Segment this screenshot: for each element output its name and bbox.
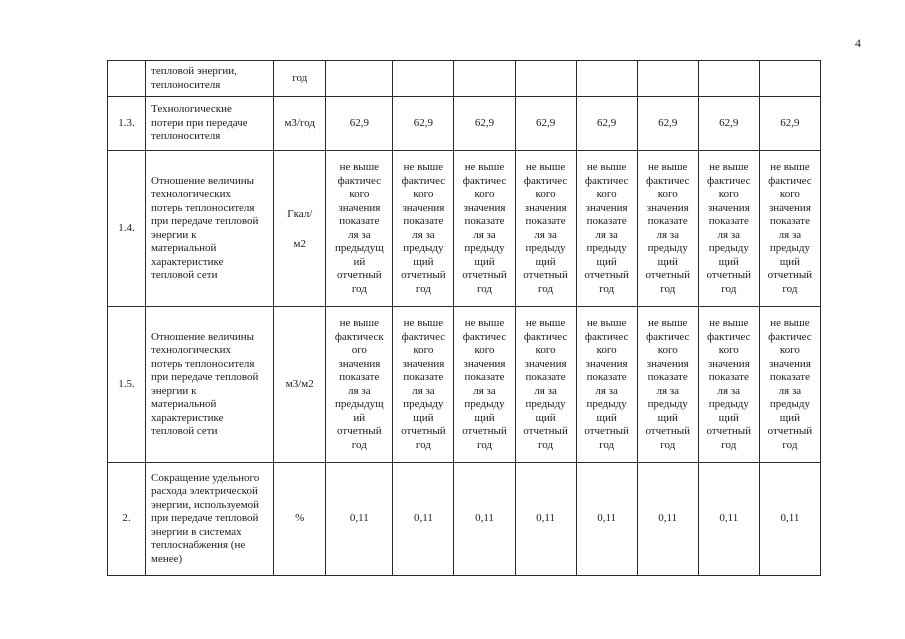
- indicator-name-cell: [146, 463, 274, 576]
- value-line: показате: [403, 371, 444, 383]
- value-line: 0,11: [413, 512, 433, 525]
- value-cell: [576, 97, 637, 151]
- unit-cell: [274, 463, 326, 576]
- value-line: кого: [349, 188, 370, 200]
- value-cell: [393, 97, 454, 151]
- value-line: кого: [413, 344, 434, 356]
- table-row: [108, 151, 821, 307]
- value-cell: [326, 61, 393, 97]
- value-line: значения: [707, 357, 750, 370]
- value-line: ля за: [412, 228, 435, 241]
- value-line: показате: [647, 215, 688, 227]
- value-line: год: [782, 282, 798, 295]
- value-line: фактичес: [768, 330, 812, 343]
- value-line: ля за: [473, 228, 496, 241]
- value-line: предыду: [525, 398, 566, 410]
- value-cell: [698, 61, 759, 97]
- value-line: не выше: [647, 317, 688, 329]
- indicator-name-line: теплоносителя: [151, 78, 221, 91]
- indicator-name-cell: [146, 61, 274, 97]
- unit-cell: [274, 151, 326, 307]
- value-line: не выше: [770, 161, 810, 173]
- value-line: показате: [769, 215, 810, 227]
- value-line: фактичес: [462, 330, 507, 343]
- value-line: фактичес: [584, 330, 629, 343]
- value-line: год: [538, 282, 554, 295]
- row-number: [108, 61, 146, 97]
- value-line: фактичес: [645, 330, 690, 343]
- value-line: фактичес: [768, 174, 812, 187]
- value-line: отчетный: [462, 269, 507, 281]
- value-line: предыду: [464, 242, 505, 254]
- value-line: 0,11: [597, 512, 617, 525]
- value-line: кого: [596, 188, 617, 200]
- value-line: отчетный: [767, 425, 813, 437]
- indicator-name-line: характеристике: [151, 255, 224, 268]
- value-line: кого: [474, 344, 495, 356]
- indicator-name-line: при передаче тепловой: [151, 512, 259, 525]
- value-line: щий: [413, 411, 434, 424]
- value-line: предыду: [586, 398, 627, 410]
- value-line: значения: [585, 201, 628, 214]
- value-line: ля за: [473, 384, 496, 397]
- value-line: щий: [535, 255, 556, 268]
- value-line: значения: [585, 357, 628, 370]
- value-line: фактичес: [337, 174, 382, 187]
- value-line: значения: [402, 201, 445, 214]
- value-line: ля за: [595, 228, 618, 241]
- value-cell: [393, 151, 454, 307]
- value-cell: [515, 97, 576, 151]
- value-line: предыду: [525, 242, 566, 254]
- value-line: щий: [718, 411, 739, 424]
- value-line: год: [782, 438, 798, 451]
- value-line: не выше: [339, 317, 380, 329]
- value-cell: [454, 463, 515, 576]
- table-row: [108, 463, 821, 576]
- value-cell: [698, 97, 759, 151]
- value-line: щий: [413, 255, 434, 268]
- indicator-name-line: при передаче тепловой: [151, 215, 259, 227]
- value-line: ля за: [348, 228, 371, 241]
- value-cell: [759, 61, 820, 97]
- value-line: ля за: [778, 228, 802, 241]
- value-line: отчетный: [462, 425, 507, 437]
- value-cell: [515, 61, 576, 97]
- value-line: кого: [596, 344, 617, 356]
- value-line: щий: [718, 255, 739, 268]
- value-line: предыду: [586, 242, 627, 254]
- value-line: 62,9: [780, 116, 800, 129]
- value-line: 62,9: [474, 116, 495, 129]
- value-cell: [326, 307, 393, 463]
- value-line: фактичес: [523, 330, 568, 343]
- value-line: год: [721, 438, 737, 451]
- value-line: не выше: [464, 161, 505, 173]
- value-cell: [454, 151, 515, 307]
- indicator-name-cell: [146, 307, 274, 463]
- value-line: ля за: [534, 384, 557, 397]
- value-line: показате: [464, 371, 505, 383]
- unit-cell: [274, 97, 326, 151]
- value-line: фактичес: [584, 174, 629, 187]
- value-cell: [637, 307, 698, 463]
- indicator-name-line: потерь теплоносителя: [151, 201, 255, 214]
- value-line: предыду: [647, 398, 688, 410]
- value-line: не выше: [403, 317, 444, 329]
- value-line: не выше: [709, 317, 749, 329]
- value-line: показате: [769, 371, 810, 383]
- value-line: показате: [339, 215, 380, 227]
- indicator-name-line: тепловой энергии,: [151, 65, 237, 77]
- value-cell: [576, 61, 637, 97]
- indicator-name-line: потери при передаче: [151, 116, 248, 129]
- value-line: фактичес: [645, 174, 690, 187]
- row-number: 2.: [108, 463, 146, 576]
- value-line: щий: [535, 411, 556, 424]
- value-line: предыду: [464, 398, 505, 410]
- value-line: год: [660, 282, 676, 295]
- value-line: значения: [768, 201, 811, 214]
- value-cell: [759, 307, 820, 463]
- value-line: значения: [646, 201, 689, 214]
- value-line: щий: [474, 255, 495, 268]
- indicator-name-line: технологических: [151, 344, 232, 356]
- indicator-name-line: энергии к: [151, 228, 197, 241]
- value-line: 0,11: [475, 512, 494, 525]
- value-line: фактичес: [707, 174, 751, 187]
- indicator-name-line: материальной: [151, 398, 217, 410]
- value-line: фактичес: [707, 330, 751, 343]
- value-line: показате: [708, 215, 749, 227]
- value-line: 0,11: [719, 512, 739, 525]
- value-line: год: [351, 282, 367, 295]
- value-line: показате: [586, 215, 627, 227]
- value-line: показате: [525, 371, 566, 383]
- value-line: щий: [474, 411, 495, 424]
- value-line: значения: [707, 201, 750, 214]
- value-line: кого: [535, 344, 556, 356]
- unit-cell: [274, 307, 326, 463]
- value-line: фактичес: [401, 174, 446, 187]
- value-line: ля за: [717, 384, 741, 397]
- value-cell: [637, 61, 698, 97]
- value-line: значения: [463, 201, 506, 214]
- indicator-name-line: менее): [151, 552, 183, 565]
- value-line: год: [351, 438, 367, 451]
- value-line: показате: [708, 371, 749, 383]
- value-cell: [393, 463, 454, 576]
- value-line: значения: [402, 357, 445, 370]
- value-line: не выше: [525, 317, 566, 329]
- indicator-name-line: при передаче тепловой: [151, 371, 259, 383]
- value-cell: [698, 151, 759, 307]
- value-line: год: [721, 282, 737, 295]
- row-number: 1.4.: [108, 151, 146, 307]
- value-line: год: [415, 282, 431, 295]
- value-line: кого: [779, 188, 800, 200]
- value-line: показате: [339, 371, 380, 383]
- indicator-name-line: тепловой сети: [151, 269, 218, 281]
- indicator-name-line: характеристике: [151, 411, 224, 424]
- row-number: 1.5.: [108, 307, 146, 463]
- value-line: год: [476, 282, 492, 295]
- value-line: 0,11: [536, 512, 555, 525]
- value-cell: [576, 151, 637, 307]
- value-cell: [326, 97, 393, 151]
- value-cell: [759, 97, 820, 151]
- value-line: отчетный: [401, 269, 446, 281]
- value-line: значения: [463, 357, 506, 370]
- value-line: не выше: [586, 161, 627, 173]
- value-line: ля за: [717, 228, 741, 241]
- value-line: показате: [525, 215, 566, 227]
- value-cell: [454, 61, 515, 97]
- value-line: не выше: [647, 161, 688, 173]
- value-line: предыду: [769, 398, 811, 410]
- value-line: не выше: [586, 317, 627, 329]
- value-line: предыду: [708, 398, 749, 410]
- unit-cell: [274, 61, 326, 97]
- value-cell: [454, 307, 515, 463]
- value-line: щий: [657, 411, 678, 424]
- value-line: кого: [413, 188, 434, 200]
- unit-line: Гкал/: [287, 207, 313, 220]
- value-line: предыдущ: [334, 398, 384, 410]
- value-line: отчетный: [337, 425, 382, 437]
- value-cell: [515, 307, 576, 463]
- value-line: ий: [353, 255, 366, 268]
- value-line: значения: [768, 357, 811, 370]
- indicator-name-line: потерь теплоносителя: [151, 357, 255, 370]
- value-cell: [637, 151, 698, 307]
- row-number: 1.3.: [108, 97, 146, 151]
- value-line: 0,11: [658, 512, 678, 525]
- indicator-name-line: материальной: [151, 242, 217, 254]
- indicator-name-line: Отношение величины: [151, 174, 255, 187]
- value-line: ля за: [656, 384, 679, 397]
- value-cell: [698, 307, 759, 463]
- value-line: ля за: [412, 384, 435, 397]
- value-line: значения: [338, 357, 381, 370]
- value-line: отчетный: [645, 425, 690, 437]
- value-line: значения: [524, 201, 567, 214]
- indicator-name-line: Технологические: [151, 103, 232, 116]
- indicators-table: [107, 60, 821, 576]
- value-line: предыду: [708, 242, 749, 254]
- indicator-name-line: Отношение величины: [151, 330, 255, 343]
- value-line: ля за: [595, 384, 618, 397]
- value-line: отчетный: [523, 425, 568, 437]
- value-line: год: [599, 438, 615, 451]
- indicator-name-line: энергии к: [151, 384, 197, 397]
- value-line: год: [538, 438, 554, 451]
- value-line: ля за: [348, 384, 371, 397]
- value-line: кого: [657, 344, 678, 356]
- value-line: щий: [596, 255, 617, 268]
- value-line: отчетный: [767, 269, 813, 281]
- value-line: не выше: [525, 161, 566, 173]
- value-line: показате: [586, 371, 627, 383]
- page-number: 4: [855, 36, 861, 50]
- value-line: значения: [646, 357, 689, 370]
- value-line: не выше: [770, 317, 810, 329]
- value-line: предыду: [769, 242, 811, 254]
- value-line: показате: [647, 371, 688, 383]
- value-line: отчетный: [706, 269, 752, 281]
- value-line: отчетный: [523, 269, 568, 281]
- value-cell: [515, 151, 576, 307]
- value-line: отчетный: [584, 425, 629, 437]
- value-cell: [515, 463, 576, 576]
- value-line: щий: [779, 411, 801, 424]
- indicator-name-line: Сокращение удельного: [151, 471, 260, 484]
- value-line: 0,11: [780, 512, 800, 525]
- value-line: 62,9: [658, 116, 678, 129]
- value-line: 62,9: [597, 116, 617, 129]
- unit-line: м3/год: [284, 116, 316, 129]
- unit-line: %: [295, 512, 305, 525]
- value-line: фактичес: [401, 330, 446, 343]
- value-line: ого: [351, 344, 367, 356]
- value-cell: [576, 463, 637, 576]
- value-line: 62,9: [535, 116, 556, 129]
- value-cell: [637, 97, 698, 151]
- value-line: кого: [718, 344, 739, 356]
- value-line: ля за: [656, 228, 679, 241]
- indicator-name-line: теплоснабжения (не: [151, 539, 246, 552]
- value-line: не выше: [464, 317, 505, 329]
- value-line: фактическ: [334, 330, 384, 343]
- value-line: кого: [474, 188, 495, 200]
- table-row: [108, 307, 821, 463]
- value-line: показате: [403, 215, 444, 227]
- value-cell: [393, 61, 454, 97]
- value-line: фактичес: [462, 174, 507, 187]
- value-line: ля за: [778, 384, 802, 397]
- value-line: ля за: [534, 228, 557, 241]
- value-line: год: [476, 438, 492, 451]
- unit-line: год: [292, 71, 308, 84]
- value-line: 62,9: [413, 116, 434, 129]
- value-line: кого: [779, 344, 800, 356]
- value-cell: [393, 307, 454, 463]
- unit-line: м3/м2: [285, 377, 314, 390]
- indicator-name-line: тепловой сети: [151, 425, 218, 437]
- value-line: отчетный: [337, 269, 382, 281]
- value-line: отчетный: [706, 425, 752, 437]
- indicator-name-line: энергии в системах: [151, 525, 242, 538]
- value-line: предыду: [403, 242, 444, 254]
- value-line: не выше: [339, 161, 380, 173]
- value-line: предыду: [403, 398, 444, 410]
- value-line: значения: [524, 357, 567, 370]
- value-line: значения: [338, 201, 381, 214]
- value-line: кого: [718, 188, 739, 200]
- value-cell: [637, 463, 698, 576]
- value-line: не выше: [709, 161, 749, 173]
- value-line: 0,11: [349, 512, 369, 525]
- value-line: предыду: [647, 242, 688, 254]
- value-line: предыдущ: [334, 242, 384, 254]
- value-line: год: [415, 438, 431, 451]
- indicator-name-line: энергии, используемой: [151, 498, 260, 511]
- value-line: 62,9: [349, 116, 369, 129]
- value-line: щий: [657, 255, 678, 268]
- value-line: ий: [353, 411, 366, 424]
- value-cell: [759, 151, 820, 307]
- value-line: 62,9: [719, 116, 739, 129]
- value-line: щий: [779, 255, 801, 268]
- indicator-name-line: расхода электрической: [151, 485, 258, 498]
- value-line: отчетный: [584, 269, 629, 281]
- value-line: показате: [464, 215, 505, 227]
- value-line: кого: [657, 188, 678, 200]
- value-cell: [576, 307, 637, 463]
- table-body: [108, 61, 821, 576]
- value-cell: [326, 151, 393, 307]
- value-cell: [759, 463, 820, 576]
- value-line: год: [599, 282, 615, 295]
- table-row: [108, 97, 821, 151]
- indicator-name-line: теплоносителя: [151, 130, 221, 143]
- indicator-name-line: технологических: [151, 188, 232, 200]
- table-row: [108, 61, 821, 97]
- value-line: не выше: [403, 161, 444, 173]
- value-cell: [326, 463, 393, 576]
- indicator-name-cell: [146, 151, 274, 307]
- value-line: отчетный: [401, 425, 446, 437]
- value-cell: [698, 463, 759, 576]
- indicator-name-cell: [146, 97, 274, 151]
- value-line: щий: [596, 411, 617, 424]
- value-line: фактичес: [523, 174, 568, 187]
- value-cell: [454, 97, 515, 151]
- value-line: отчетный: [645, 269, 690, 281]
- value-line: год: [660, 438, 676, 451]
- value-line: кого: [535, 188, 556, 200]
- unit-line: м2: [293, 237, 306, 250]
